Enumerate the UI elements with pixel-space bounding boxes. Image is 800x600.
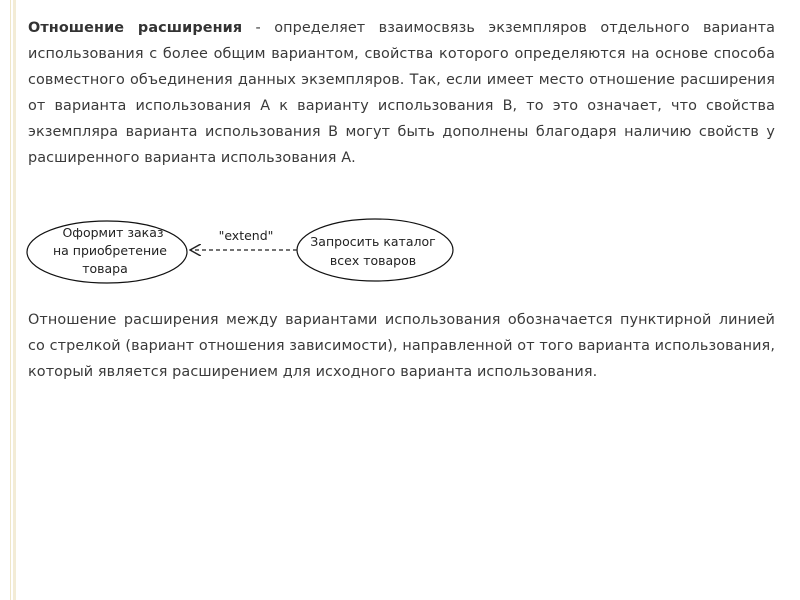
definition-text: - определяет взаимосвязь экземпляров отдельного варианта использования с более общим вариантом, свойства которого определяются на основе способа совместного объединения данных экземпляров. Так, если имеет место отношение расширения от варианта использования А к варианту использования В, то это означает, что свойства экземпляра варианта использования В могут быть дополнены благодаря наличию свойств у расширенного варианта использования А.	[28, 20, 775, 166]
usecase-order-line2: на приобретение	[53, 243, 167, 258]
term-heading: Отношение расширения	[28, 20, 243, 36]
content-panel-tab	[16, 400, 88, 600]
usecase-catalog-line2: всех товаров	[329, 253, 417, 268]
paragraph-definition	[28, 15, 775, 171]
usecase-catalog-line1: Запросить каталог	[310, 234, 436, 249]
notation-text: Отношение расширения между вариантами использования обозначается пунктирной линией со стрелкой (вариант отношения зависимости), направленной от того варианта использования, который является расширением для исходного варианта использования.	[28, 312, 775, 380]
extend-label: "extend"	[218, 228, 274, 243]
usecase-order-line1: Оформит заказ	[62, 225, 164, 240]
left-border-line	[10, 0, 11, 600]
usecase-order-line3: товара	[82, 261, 128, 276]
usecase-catalog-ellipse	[297, 219, 453, 281]
slide-left-border	[0, 0, 16, 600]
usecase-order	[27, 221, 187, 283]
paragraph-notation	[28, 307, 775, 385]
usecase-catalog	[297, 219, 453, 281]
use-case-diagram	[0, 200, 800, 300]
